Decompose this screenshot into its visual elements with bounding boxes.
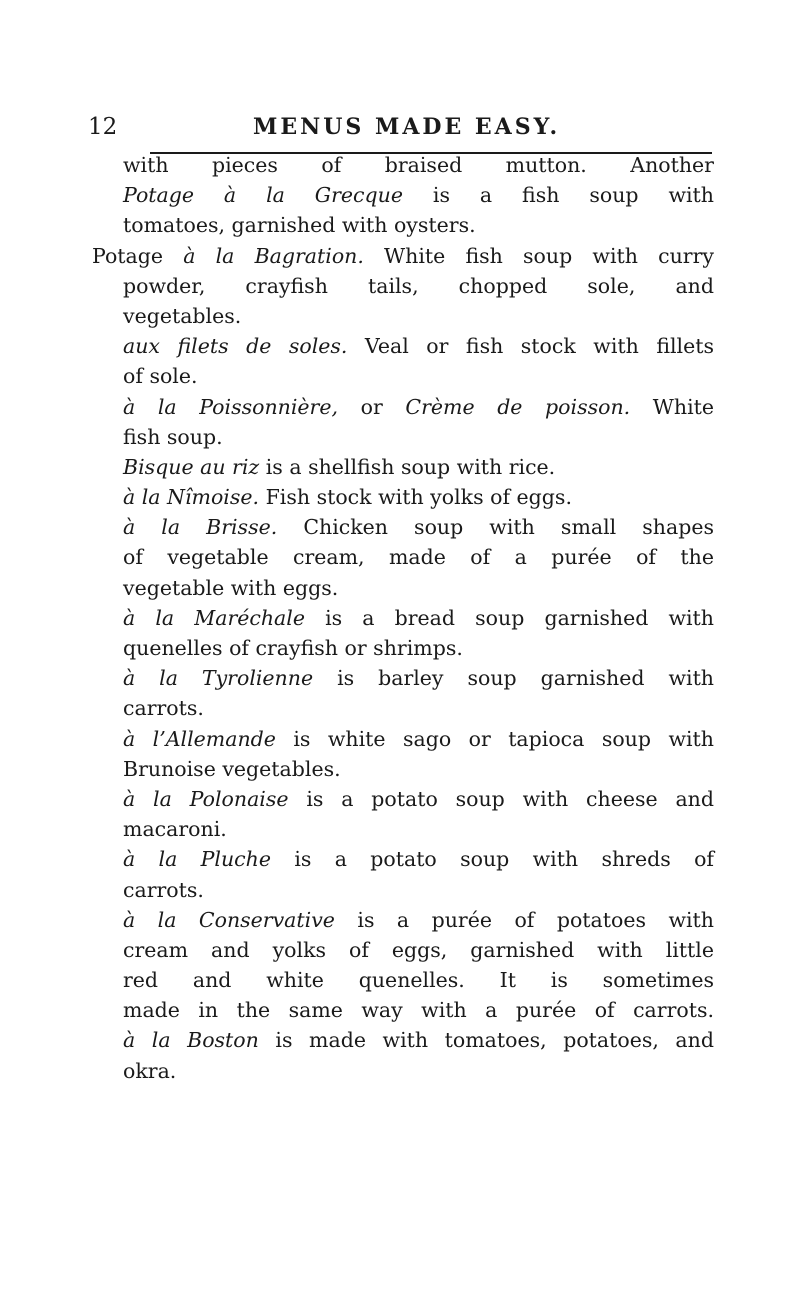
text-segment: vegetables. (123, 303, 242, 328)
text-line (92, 935, 714, 965)
text-segment: of sole. (123, 364, 198, 389)
text-segment: Fish stock with yolks of eggs. (259, 485, 572, 510)
text-line (92, 1056, 714, 1086)
text-line (92, 1025, 714, 1055)
text-segment: Potage (92, 243, 184, 268)
italic-text: Potage à la Grecque (123, 183, 403, 208)
page-number: 12 (88, 114, 118, 140)
text-line (92, 512, 714, 542)
text-line (92, 784, 714, 814)
text-segment: is barley soup garnished with (313, 666, 715, 691)
text-segment: is a purée of potatoes with (334, 907, 714, 932)
italic-text: à la Nîmoise. (123, 485, 260, 510)
text-line (92, 875, 714, 905)
text-line (92, 301, 714, 331)
text-segment: of vegetable cream, made of a purée of the (123, 545, 714, 570)
text-line (92, 210, 714, 240)
italic-text: à la Bagration. (183, 243, 364, 268)
text-line (92, 241, 714, 271)
text-line (92, 422, 714, 452)
text-line (92, 392, 714, 422)
italic-text: Bisque au riz (123, 454, 260, 479)
text-line (92, 814, 714, 844)
text-segment: vegetable with eggs. (123, 575, 339, 600)
page-header (88, 112, 708, 142)
italic-text: à la Conservative (123, 907, 335, 932)
text-segment: quenelles of crayfish or shrimps. (123, 636, 463, 660)
italic-text: à la Maréchale (123, 605, 305, 630)
italic-text: à la Pluche (123, 847, 272, 872)
text-segment: is a fish soup with (403, 183, 714, 208)
italic-text: Crème de poisson. (405, 394, 631, 419)
italic-text: à la Poissonnière, (123, 394, 339, 419)
text-segment: made in the same way with a purée of carrots. (123, 998, 714, 1023)
body-text (92, 150, 714, 1086)
text-line (92, 150, 714, 180)
text-line (92, 663, 714, 693)
text-line (92, 331, 714, 361)
italic-text: à la Tyrolienne (123, 666, 314, 691)
text-line (92, 271, 714, 301)
text-segment: macaroni. (123, 817, 227, 842)
text-line (92, 995, 714, 1025)
text-segment: White fish soup with curry (363, 243, 714, 268)
text-line (92, 754, 714, 784)
text-segment: is a potato soup with shreds of (271, 847, 714, 872)
text-segment: is white sago or tapioca soup with (275, 726, 714, 751)
text-line (92, 603, 714, 633)
text-segment: White (630, 394, 714, 419)
text-segment: Veal or fish stock with fillets (347, 334, 714, 359)
text-line (92, 573, 714, 603)
italic-text: à la Brisse. (123, 515, 278, 540)
text-segment: carrots. (123, 877, 204, 902)
text-line (92, 633, 714, 663)
text-segment: okra. (123, 1058, 177, 1083)
text-segment: or (338, 394, 406, 419)
text-segment: tomatoes, garnished with oysters. (123, 213, 476, 238)
text-line (92, 693, 714, 723)
text-segment: is a shellfish soup with rice. (259, 454, 556, 479)
running-head: MENUS MADE EASY. (253, 114, 561, 140)
text-line (92, 844, 714, 874)
text-segment: is a bread soup garnished with (304, 605, 714, 630)
text-segment: red and white quenelles. It is sometimes (123, 968, 714, 993)
text-segment: is a potato soup with cheese and (288, 786, 714, 811)
text-segment: Chicken soup with small shapes (277, 515, 714, 540)
italic-text: aux filets de soles. (123, 334, 348, 359)
text-segment: carrots. (123, 696, 204, 721)
italic-text: à la Boston (123, 1028, 259, 1053)
text-segment: Brunoise vegetables. (123, 756, 341, 781)
italic-text: à la Polonaise (123, 786, 289, 811)
text-segment: is made with tomatoes, potatoes, and (258, 1028, 714, 1053)
text-line (92, 965, 714, 995)
text-line (92, 452, 714, 482)
text-line (92, 724, 714, 754)
text-segment: cream and yolks of eggs, garnished with little (123, 937, 714, 962)
text-line (92, 482, 714, 512)
text-line (92, 361, 714, 391)
text-line (92, 180, 714, 210)
text-line (92, 542, 714, 572)
text-segment: powder, crayfish tails, chopped sole, and (123, 273, 714, 298)
italic-text: à l’Allemande (123, 726, 276, 751)
text-line (92, 905, 714, 935)
text-segment: with pieces of braised mutton. Another (123, 153, 714, 177)
text-segment: fish soup. (123, 424, 223, 449)
